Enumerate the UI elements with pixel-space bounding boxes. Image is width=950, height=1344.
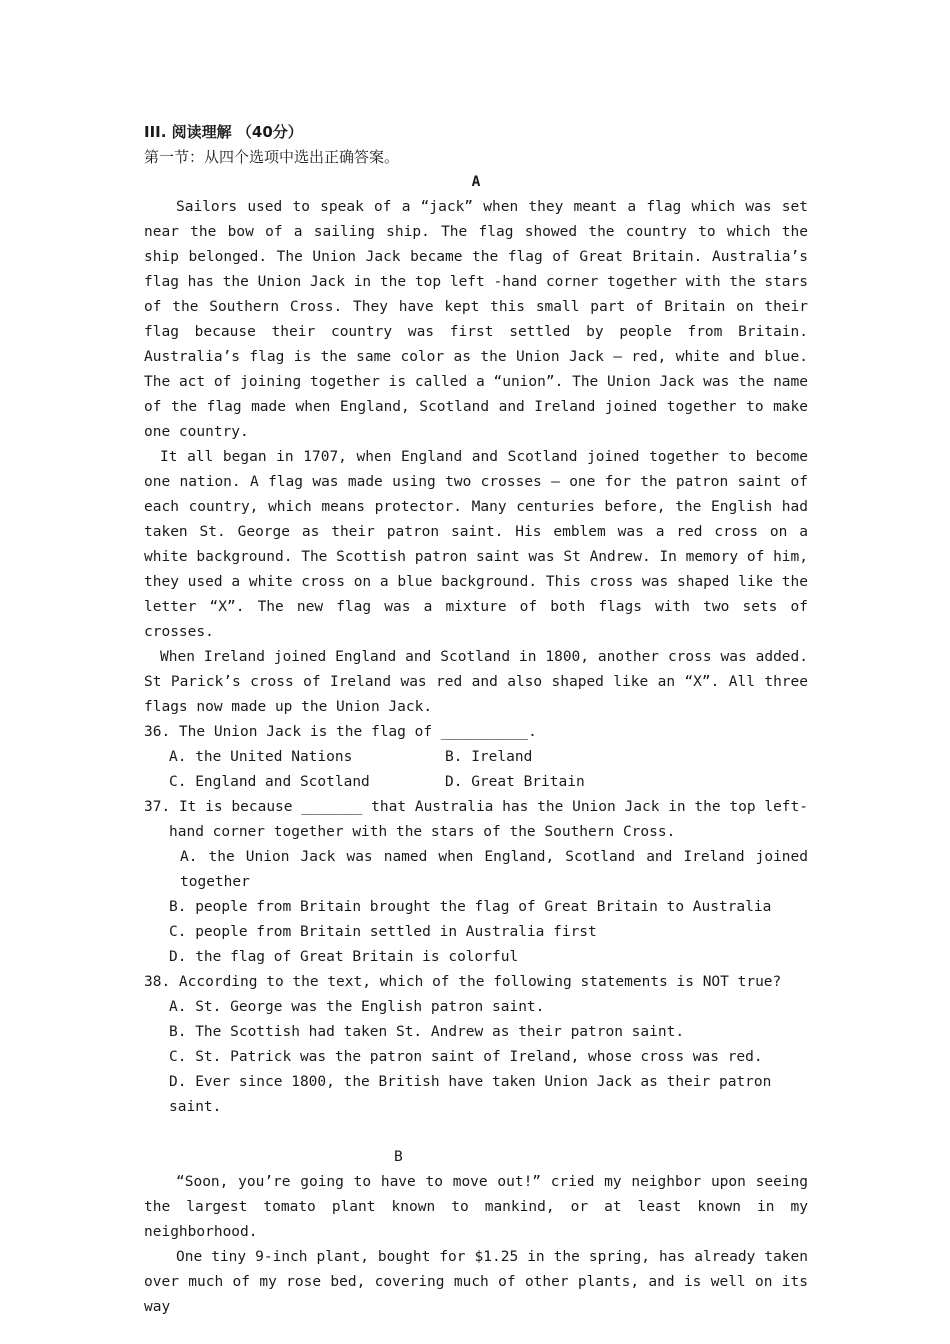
document-body: [144, 120, 808, 1320]
question-36-stem: 36. The Union Jack is the flag of __________.: [144, 724, 537, 740]
passage-a-paragraph-1: Sailors used to speak of a “jack” when they meant a flag which was set near the bow of a sailing ship. The flag showed the country to which the ship belonged. The Union Jack became the flag of Great Britain. Australia’s flag has the Union Jack in the top left -hand corner together with the stars of the Southern Cross. They have kept this small part of Britain on their flag because their country was first settled by people from Britain. Australia’s flag is the same color as the Union Jack — red, white and blue. The act of joining together is called a “union”. The Union Jack was the name of the flag made when England, Scotland and Ireland joined together to make one country.: [144, 199, 808, 440]
question-36-option-c: C. England and Scotland: [169, 774, 370, 790]
question-37-option-b: B. people from Britain brought the flag of Great Britain to Australia: [169, 899, 772, 915]
question-38-option-c: C. St. Patrick was the patron saint of Ireland, whose cross was red.: [169, 1049, 763, 1065]
passage-a-label: A: [471, 174, 481, 190]
question-37-stem: 37. It is because _______ that Australia has the Union Jack in the top left-hand corner together with the stars of the Southern Cross.: [144, 799, 808, 840]
question-36-option-d: D. Great Britain: [445, 774, 585, 790]
section-heading: III. 阅读理解 （40分）: [144, 123, 303, 141]
passage-a-paragraph-3: When Ireland joined England and Scotland in 1800, another cross was added. St Parick’s cross of Ireland was red and also shaped like an “X”. All three flags now made up the Union Jack.: [144, 649, 808, 715]
question-38-option-a: A. St. George was the English patron saint.: [169, 999, 545, 1015]
question-38-option-b: B. The Scottish had taken St. Andrew as their patron saint.: [169, 1024, 685, 1040]
question-38: [144, 970, 808, 1120]
question-38-stem: 38. According to the text, which of the following statements is NOT true?: [144, 974, 782, 990]
passage-a-paragraph-2: It all began in 1707, when England and Scotland joined together to become one nation. A flag was made using two crosses — one for the patron saint of each country, which means protector. Many centuries before, the English had taken St. George as their patron saint. His emblem was a red cross on a white background. The Scottish patron saint was St Andrew. In memory of him, they used a white cross on a blue background. This cross was shaped like the letter “X”. The new flag was a mixture of both flags with two sets of crosses.: [144, 449, 808, 640]
passage-b-paragraph-1: “Soon, you’re going to have to move out!” cried my neighbor upon seeing the largest tomato plant known to mankind, or at least known in my neighborhood.: [144, 1174, 808, 1240]
section-instruction: 第一节：从四个选项中选出正确答案。: [144, 148, 400, 166]
question-36-option-b: B. Ireland: [445, 749, 533, 765]
question-36: [144, 720, 808, 795]
question-36-options: [144, 745, 808, 795]
question-37-option-d: D. the flag of Great Britain is colorful: [169, 949, 519, 965]
passage-b-label: B: [394, 1149, 403, 1165]
passage-b-paragraph-2: One tiny 9-inch plant, bought for $1.25 in the spring, has already taken over much of my rose bed, covering much of other plants, and is well on its way: [144, 1249, 808, 1315]
question-38-option-d: D. Ever since 1800, the British have taken Union Jack as their patron saint.: [169, 1074, 772, 1115]
question-36-option-a: A. the United Nations: [169, 749, 353, 765]
question-37-option-c: C. people from Britain settled in Australia first: [169, 924, 597, 940]
question-37-option-a: A. the Union Jack was named when England, Scotland and Ireland joined together: [180, 849, 808, 890]
question-37: [144, 795, 808, 970]
